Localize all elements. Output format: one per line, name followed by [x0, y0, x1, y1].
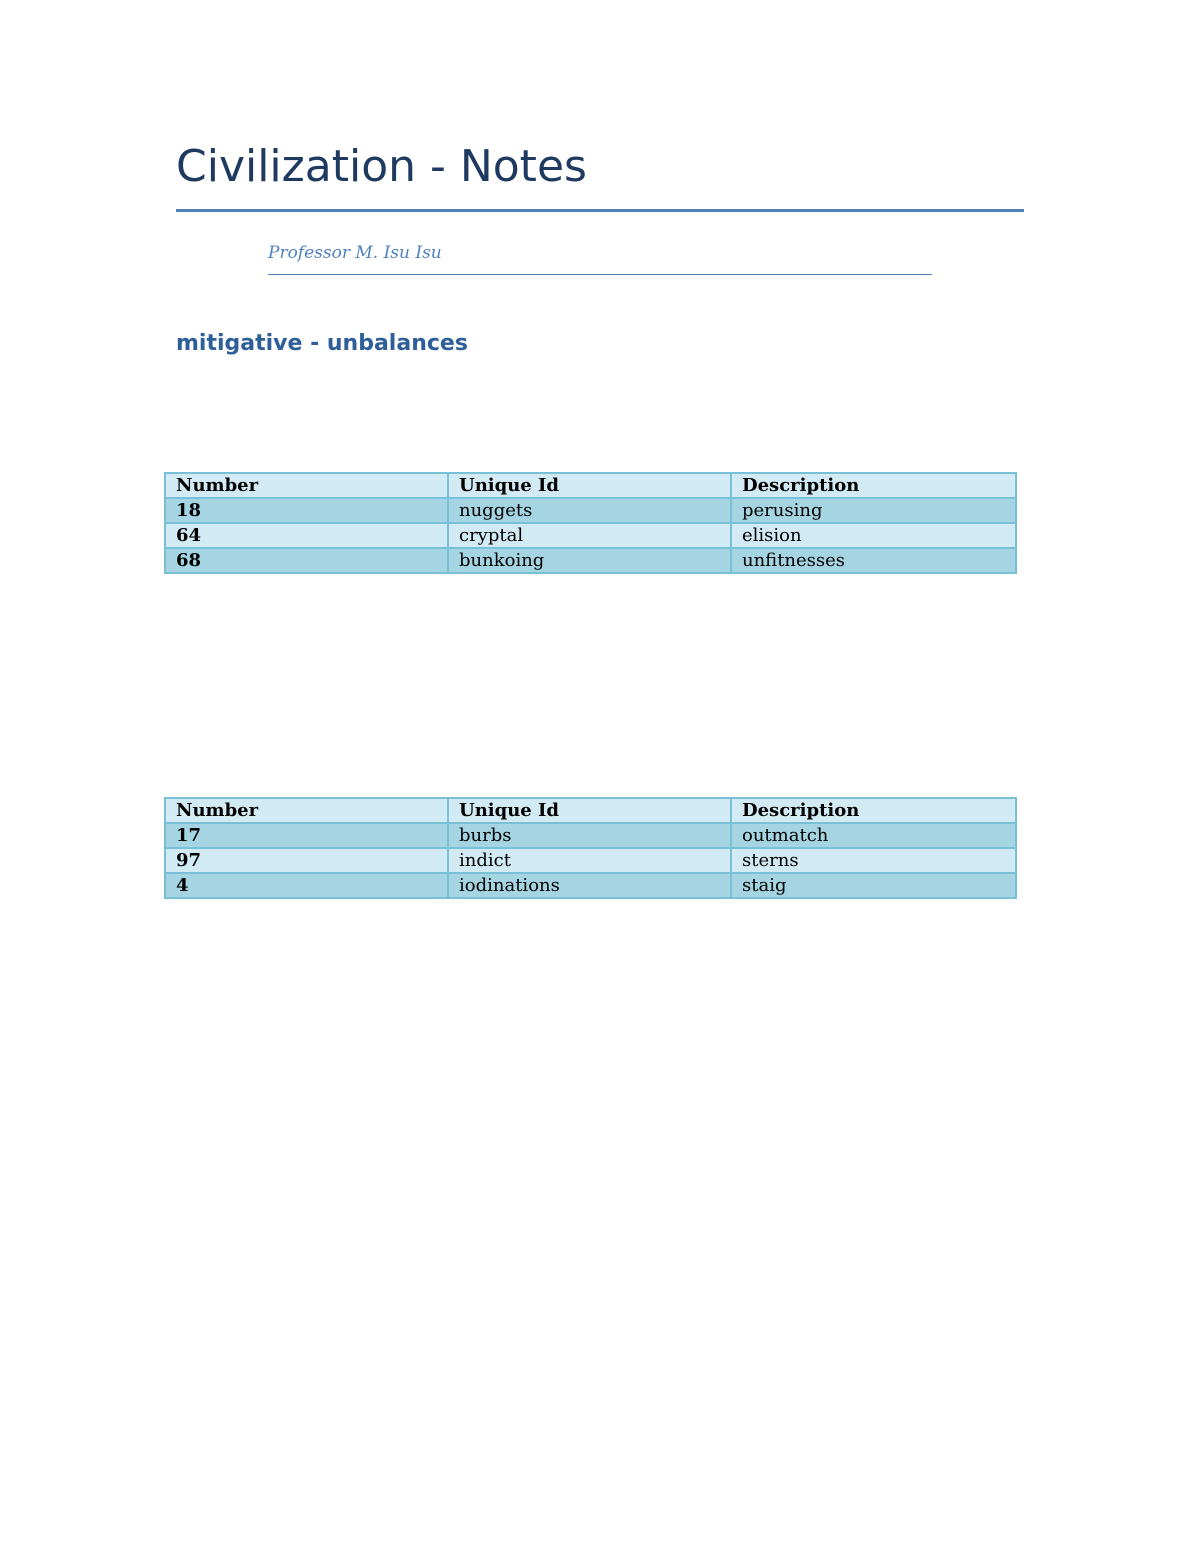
- cell-description: staig: [731, 873, 1016, 898]
- data-table-1: [164, 472, 1017, 574]
- cell-unique-id: nuggets: [448, 498, 731, 523]
- section-heading: mitigative - unbalances: [176, 331, 468, 356]
- header-cell-unique-id: Unique Id: [448, 473, 731, 498]
- header-cell-description: Description: [731, 473, 1016, 498]
- cell-number: 97: [165, 848, 448, 873]
- data-table-2: [164, 797, 1017, 899]
- header-cell-number: Number: [165, 473, 448, 498]
- cell-description: elision: [731, 523, 1016, 548]
- cell-description: outmatch: [731, 823, 1016, 848]
- cell-unique-id: burbs: [448, 823, 731, 848]
- header-cell-unique-id: Unique Id: [448, 798, 731, 823]
- header-cell-number: Number: [165, 798, 448, 823]
- table-header-row: [165, 473, 1016, 498]
- cell-number: 68: [165, 548, 448, 573]
- author-subtitle: Professor M. Isu Isu: [268, 243, 442, 263]
- cell-unique-id: cryptal: [448, 523, 731, 548]
- table-header-row: [165, 798, 1016, 823]
- subtitle-divider: [268, 274, 932, 275]
- cell-description: sterns: [731, 848, 1016, 873]
- table-row: [165, 523, 1016, 548]
- cell-unique-id: iodinations: [448, 873, 731, 898]
- cell-unique-id: indict: [448, 848, 731, 873]
- cell-description: perusing: [731, 498, 1016, 523]
- header-cell-description: Description: [731, 798, 1016, 823]
- cell-number: 17: [165, 823, 448, 848]
- cell-number: 64: [165, 523, 448, 548]
- table-row: [165, 548, 1016, 573]
- cell-description: unfitnesses: [731, 548, 1016, 573]
- cell-number: 4: [165, 873, 448, 898]
- table-row: [165, 873, 1016, 898]
- cell-unique-id: bunkoing: [448, 548, 731, 573]
- cell-number: 18: [165, 498, 448, 523]
- table-row: [165, 823, 1016, 848]
- table-row: [165, 848, 1016, 873]
- table-row: [165, 498, 1016, 523]
- title-divider: [176, 209, 1024, 212]
- document-title: Civilization - Notes: [176, 141, 587, 192]
